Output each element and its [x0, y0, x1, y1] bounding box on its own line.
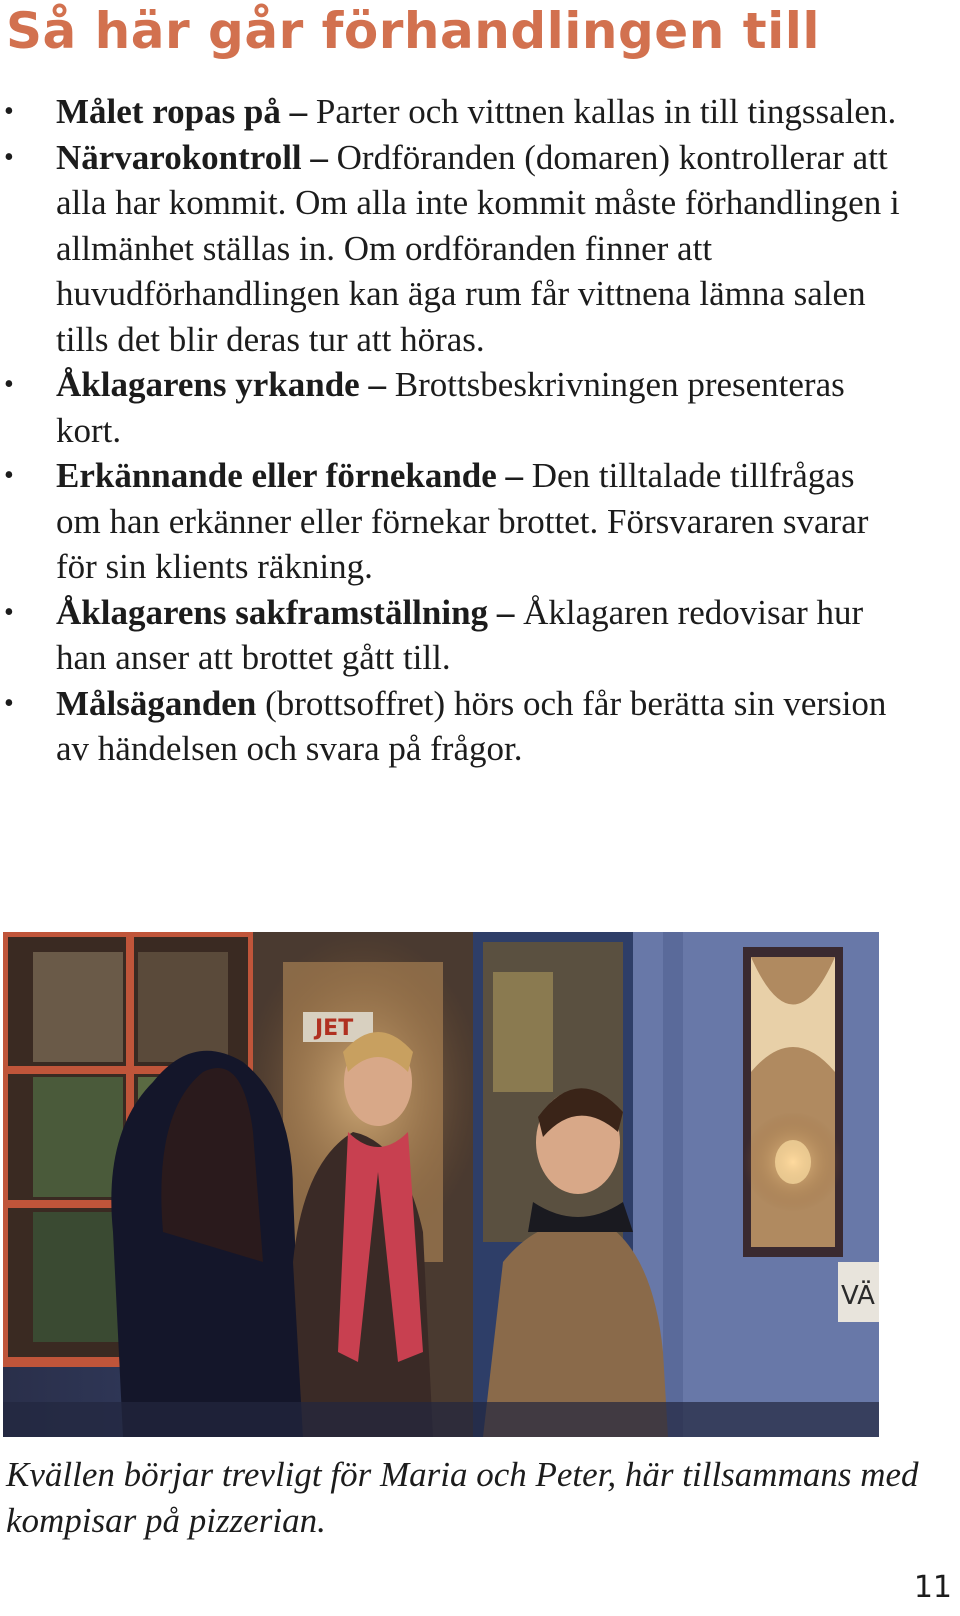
item-term: Målet ropas på — [56, 92, 281, 131]
bullet-icon: • — [4, 369, 14, 400]
list-item — [0, 681, 900, 772]
page-number: 11 — [913, 1570, 952, 1605]
list-item — [0, 590, 900, 681]
item-text: (brottsoffret) hörs och får berätta sin version av händelsen och svara på frågor. — [56, 683, 887, 768]
sign-text-2: VÄ — [841, 1281, 875, 1311]
item-separator: – — [289, 92, 308, 131]
item-term: Målsäganden — [56, 683, 257, 723]
item-text: Brottsbeskrivningen presenteras kort. — [56, 365, 845, 450]
item-separator: – — [496, 592, 515, 632]
item-text: Åklagaren redovisar hur han anser att brottet gått till. — [56, 592, 864, 677]
bullet-icon: • — [4, 460, 14, 491]
item-text: Parter och vittnen kallas in till tingssalen. — [315, 92, 897, 131]
bullet-icon: • — [4, 596, 14, 628]
scene-photo — [3, 932, 879, 1437]
list-item — [0, 362, 900, 453]
item-term: Åklagarens sakframställning — [56, 592, 489, 632]
item-term: Åklagarens yrkande — [56, 365, 360, 404]
page-title: Så här går förhandlingen till — [6, 2, 821, 60]
procedure-list — [0, 89, 900, 772]
bullet-icon: • — [4, 141, 14, 173]
item-text: Ordföranden (domaren) kontrollerar att alla har kommit. Om alla inte kommit måste förhandlingen i allmänhet ställas in. Om ordföranden finner att huvudförhandlingen kan äga rum får vittnena lämna salen tills det blir deras tur att höras. — [56, 137, 900, 359]
photo-illustration — [3, 932, 879, 1437]
item-separator: – — [310, 137, 328, 177]
item-separator: – — [505, 456, 524, 495]
photo-caption: Kvällen börjar trevligt för Maria och Peter, här tillsammans med kompisar på pizzerian. — [6, 1455, 919, 1540]
bullet-icon: • — [4, 96, 14, 127]
list-item — [0, 135, 900, 363]
item-term: Erkännande eller förnekande — [56, 456, 497, 495]
sign-text: JET — [315, 1016, 354, 1041]
item-separator: – — [368, 365, 386, 404]
item-text: Den tilltalade tillfrågas om han erkänner eller förnekar brottet. Försvararen svarar för sin klients räkning. — [56, 456, 869, 586]
bullet-icon: • — [4, 687, 14, 719]
list-item — [0, 89, 900, 135]
item-term: Närvarokontroll — [56, 137, 302, 177]
list-item — [0, 453, 900, 590]
